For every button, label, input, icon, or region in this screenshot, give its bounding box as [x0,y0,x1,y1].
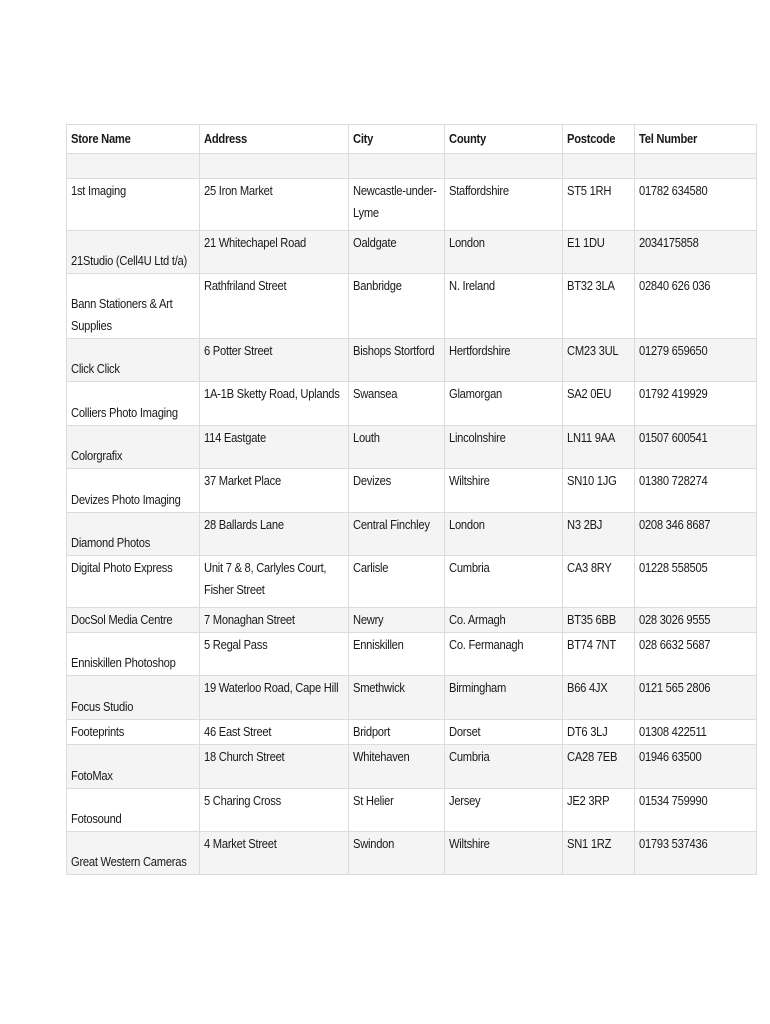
table-row [67,382,757,426]
store-name-cell: DocSol Media Centre [67,608,200,633]
store-list-table [66,124,757,875]
header-store-name: Store Name [67,125,200,154]
store-name-cell: 21Studio (Cell4U Ltd t/a) [67,231,200,274]
county-cell: Cumbria [445,745,563,789]
postcode-cell: ST5 1RH [563,179,635,231]
tel-number-cell: 01507 600541 [635,426,757,469]
table-row [67,789,757,832]
county-cell: London [445,231,563,274]
county-cell: Jersey [445,789,563,832]
tel-number-cell: 01792 419929 [635,382,757,426]
city-cell: Central Finchley [349,513,445,556]
table-row [67,832,757,875]
store-name-cell: Fotosound [67,789,200,832]
county-cell: Cumbria [445,556,563,608]
postcode-cell: JE2 3RP [563,789,635,832]
table-row [67,513,757,556]
city-cell: Swansea [349,382,445,426]
county-cell: London [445,513,563,556]
address-cell: 46 East Street [200,720,349,745]
header-city: City [349,125,445,154]
tel-number-cell: 01534 759990 [635,789,757,832]
postcode-cell: SA2 0EU [563,382,635,426]
tel-number-cell: 2034175858 [635,231,757,274]
address-cell: 4 Market Street [200,832,349,875]
address-cell: 18 Church Street [200,745,349,789]
city-cell: Whitehaven [349,745,445,789]
store-name-cell: Enniskillen Photoshop [67,633,200,676]
tel-number-cell: 01228 558505 [635,556,757,608]
city-cell: Newry [349,608,445,633]
table-row [67,633,757,676]
postcode-cell: B66 4JX [563,676,635,720]
header-county: County [445,125,563,154]
header-address: Address [200,125,349,154]
store-name-cell: Devizes Photo Imaging [67,469,200,513]
address-cell: 5 Regal Pass [200,633,349,676]
header-postcode: Postcode [563,125,635,154]
store-name-cell: Digital Photo Express [67,556,200,608]
table-row [67,426,757,469]
postcode-cell [563,154,635,179]
store-name-cell: Colorgrafix [67,426,200,469]
address-cell: 28 Ballards Lane [200,513,349,556]
county-cell: Hertfordshire [445,339,563,382]
tel-number-cell: 01279 659650 [635,339,757,382]
city-cell: Enniskillen [349,633,445,676]
city-cell: Banbridge [349,274,445,339]
county-cell: Staffordshire [445,179,563,231]
county-cell: Birmingham [445,676,563,720]
county-cell: Co. Armagh [445,608,563,633]
county-cell: Lincolnshire [445,426,563,469]
postcode-cell: E1 1DU [563,231,635,274]
city-cell: Bishops Stortford [349,339,445,382]
table-row [67,274,757,339]
postcode-cell: SN1 1RZ [563,832,635,875]
county-cell: Dorset [445,720,563,745]
address-cell: 37 Market Place [200,469,349,513]
county-cell: Co. Fermanagh [445,633,563,676]
header-tel-number: Tel Number [635,125,757,154]
store-name-cell: Bann Stationers & Art Supplies [67,274,200,339]
city-cell: Devizes [349,469,445,513]
tel-number-cell: 01782 634580 [635,179,757,231]
postcode-cell: CM23 3UL [563,339,635,382]
city-cell [349,154,445,179]
tel-number-cell: 01946 63500 [635,745,757,789]
store-name-cell: Focus Studio [67,676,200,720]
city-cell: Newcastle-under-Lyme [349,179,445,231]
table-row [67,676,757,720]
store-name-cell: Click Click [67,339,200,382]
address-cell: 25 Iron Market [200,179,349,231]
tel-number-cell: 01793 537436 [635,832,757,875]
address-cell: 1A-1B Sketty Road, Uplands [200,382,349,426]
city-cell: Bridport [349,720,445,745]
tel-number-cell: 02840 626 036 [635,274,757,339]
postcode-cell: SN10 1JG [563,469,635,513]
table-row [67,179,757,231]
table-row [67,469,757,513]
postcode-cell: N3 2BJ [563,513,635,556]
address-cell: Rathfriland Street [200,274,349,339]
city-cell: Swindon [349,832,445,875]
tel-number-cell: 028 6632 5687 [635,633,757,676]
postcode-cell: CA28 7EB [563,745,635,789]
county-cell: Wiltshire [445,469,563,513]
city-cell: Smethwick [349,676,445,720]
store-name-cell: Colliers Photo Imaging [67,382,200,426]
city-cell: Carlisle [349,556,445,608]
store-name-cell: Great Western Cameras [67,832,200,875]
postcode-cell: BT35 6BB [563,608,635,633]
store-name-cell [67,154,200,179]
postcode-cell: BT74 7NT [563,633,635,676]
store-name-cell: FotoMax [67,745,200,789]
table-body [67,154,757,875]
county-cell [445,154,563,179]
city-cell: Louth [349,426,445,469]
tel-number-cell: 0121 565 2806 [635,676,757,720]
address-cell: 6 Potter Street [200,339,349,382]
table-row [67,154,757,179]
address-cell: 21 Whitechapel Road [200,231,349,274]
county-cell: N. Ireland [445,274,563,339]
tel-number-cell: 01308 422511 [635,720,757,745]
table-header-row [67,125,757,154]
tel-number-cell: 01380 728274 [635,469,757,513]
county-cell: Glamorgan [445,382,563,426]
table-row [67,339,757,382]
store-name-cell: Footeprints [67,720,200,745]
address-cell: 114 Eastgate [200,426,349,469]
tel-number-cell: 0208 346 8687 [635,513,757,556]
city-cell: Oaldgate [349,231,445,274]
address-cell: 5 Charing Cross [200,789,349,832]
tel-number-cell: 028 3026 9555 [635,608,757,633]
postcode-cell: BT32 3LA [563,274,635,339]
county-cell: Wiltshire [445,832,563,875]
postcode-cell: DT6 3LJ [563,720,635,745]
address-cell [200,154,349,179]
table-row [67,745,757,789]
table-row [67,556,757,608]
store-name-cell: Diamond Photos [67,513,200,556]
postcode-cell: CA3 8RY [563,556,635,608]
store-name-cell: 1st Imaging [67,179,200,231]
table-row [67,231,757,274]
city-cell: St Helier [349,789,445,832]
table-row [67,608,757,633]
address-cell: 7 Monaghan Street [200,608,349,633]
table-row [67,720,757,745]
address-cell: 19 Waterloo Road, Cape Hill [200,676,349,720]
postcode-cell: LN11 9AA [563,426,635,469]
address-cell: Unit 7 & 8, Carlyles Court, Fisher Street [200,556,349,608]
tel-number-cell [635,154,757,179]
